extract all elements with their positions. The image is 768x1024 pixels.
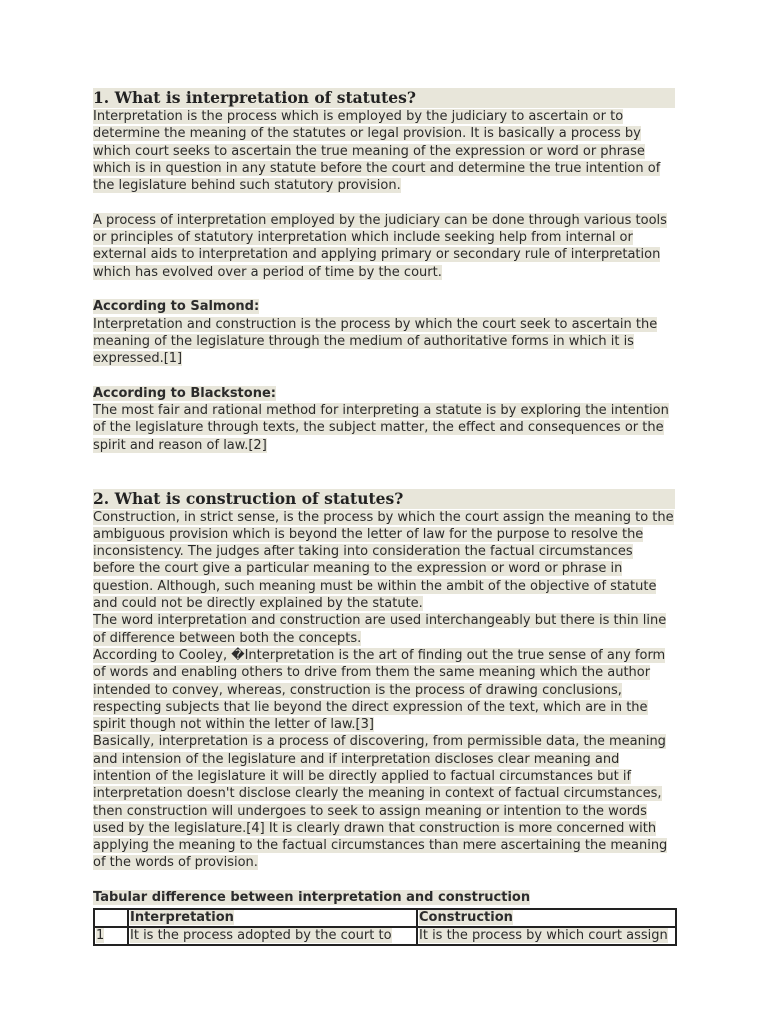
table-cell: 1 [94,927,128,945]
paragraph: According to Cooley, �Interpretation is the art of finding out the true sense of any form of words and enabling others to drive from them the same meaning which the author intended to convey, whereas, construction is the process of drawing conclusions, respecting subjects that lie beyond the direct expression of the text, which are in the spirit though not within the letter of law.[3] [93,647,666,733]
table-header-row [94,909,676,927]
section-heading-construction: 2. What is construction of statutes? [93,489,675,509]
table-row [94,927,676,945]
table-caption: Tabular difference between interpretation and construction [93,890,531,906]
table-header-cell: Interpretation [128,909,417,927]
salmond-label: According to Salmond: [93,299,260,315]
difference-table [93,908,677,946]
table-cell: It is the process by which court assign [417,927,676,945]
document-page [93,88,675,946]
blackstone-label: According to Blackstone: [93,385,276,401]
section-heading-interpretation: 1. What is interpretation of statutes? [93,88,675,108]
table-cell: It is the process adopted by the court to [128,927,417,945]
paragraph: Basically, interpretation is a process of discovering, from permissible data, the meaning and intension of the legislature and if interpretation discloses clear meaning and intention of the legislature it will be directly applied to factual circumstances but if interpretation doesn't disclose clearly the meaning in context of factual circumstances, then construction will undergoes to seek to assign meaning or intention to the words used by the legislature.[4] It is clearly drawn that construction is more concerned with applying the meaning to the factual circumstances than mere ascertaining the meaning of the words of provision. [93,734,668,871]
paragraph: Interpretation is the process which is employed by the judiciary to ascertain or to determine the meaning of the statutes or legal provision. It is basically a process by which court seeks to ascertain the true meaning of the expression or word or phrase which is in question in any statute before the court and determine the true intention of the legislature behind such statutory provision. [93,109,661,194]
salmond-quote: Interpretation and construction is the process by which the court seek to ascertain the meaning of the legislature through the medium of authoritative forms in which it is expressed.[1] [93,316,658,367]
paragraph: A process of interpretation employed by the judiciary can be done through various tools or principles of statutory interpretation which include seeking help from internal or external aids to interpretation and applying primary or secondary rule of interpretation which has evolved over a period of time by the court. [93,212,667,280]
paragraph: Construction, in strict sense, is the process by which the court assign the meaning to the ambiguous provision which is beyond the letter of law for the purpose to resolve the inconsistency. The judges after taking into consideration the factual circumstances before the court give a particular meaning to the expression or word or phrase in question. Although, such meaning must be within the ambit of the objective of statute and could not be directly explained by the statute. [93,509,674,612]
table-header-cell: Construction [417,909,676,927]
table-header-cell [94,909,128,927]
paragraph: The word interpretation and construction are used interchangeably but there is thin line of difference between both the concepts. [93,613,667,646]
blackstone-quote: The most fair and rational method for interpreting a statute is by exploring the intention of the legislature through texts, the subject matter, the effect and consequences or the spirit and reason of law.[2] [93,403,669,453]
